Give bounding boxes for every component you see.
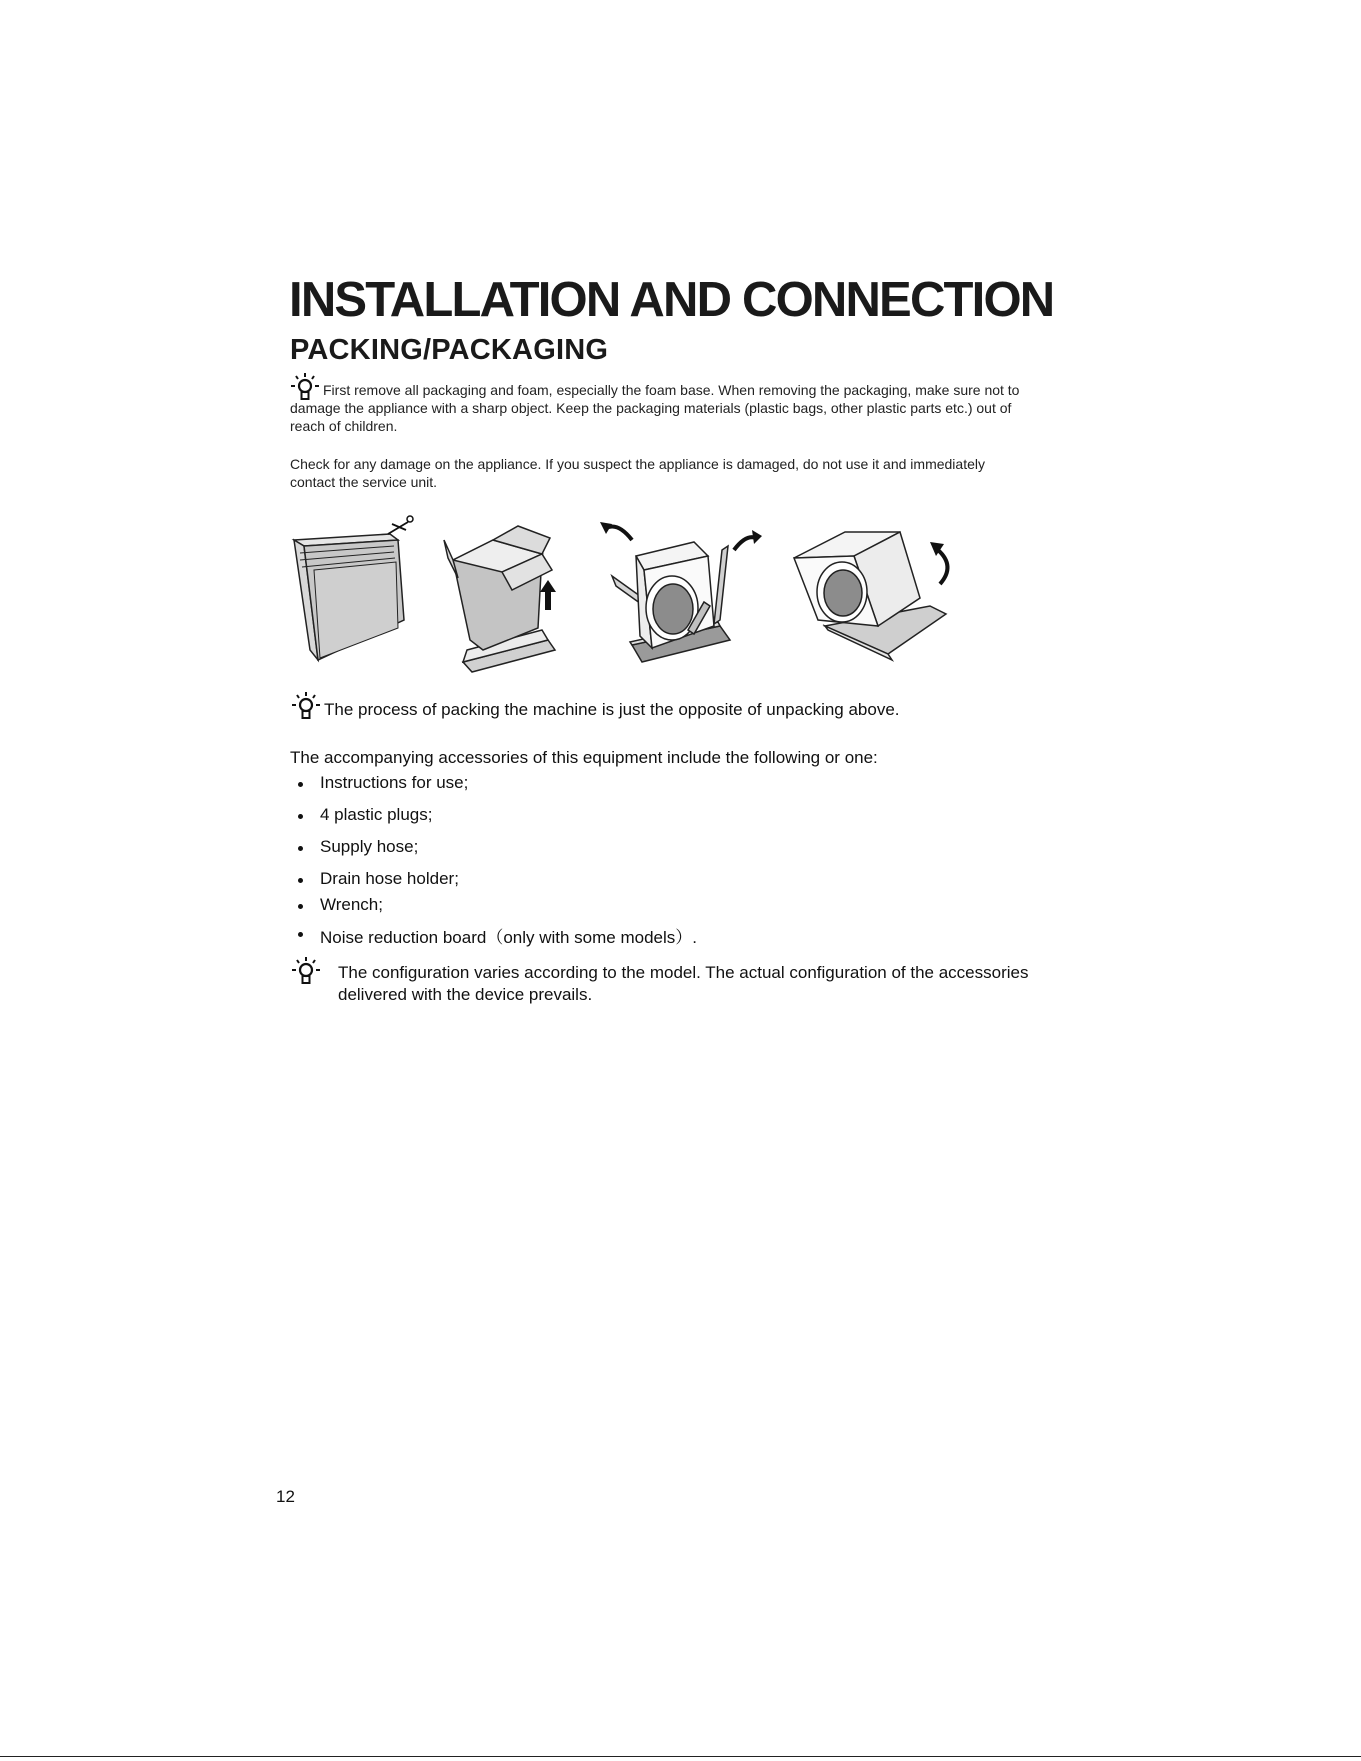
unpacking-illustrations: [280, 510, 1080, 690]
lightbulb-icon: [289, 955, 323, 989]
lightbulb-icon: [289, 690, 323, 724]
page-number: 12: [276, 1487, 295, 1506]
curved-arrow-icon: [930, 542, 948, 584]
bullet-dot: [298, 846, 303, 851]
bullet-dot: [298, 878, 303, 883]
bullet-dot: [298, 782, 303, 787]
packing-tip-text: The process of packing the machine is just the opposite of unpacking above.: [324, 700, 900, 719]
paragraph-1-text: First remove all packaging and foam, especially the foam base. When removing the packaging, make sure not to damage the appliance with a sharp object. Keep the packaging materials (plastic bags, other plastic parts etc.) out of reach of children.: [290, 382, 1020, 434]
arrow-up-icon: [540, 580, 556, 610]
machine-panels-removed-illustration: [612, 542, 730, 662]
machine-tilted-illustration: [794, 532, 946, 660]
bullet-dot: [298, 932, 303, 937]
bullet-dot: [298, 904, 303, 909]
packaging-removal-note: [290, 381, 1050, 435]
scissors-icon: [388, 516, 413, 534]
configuration-tip-text: The configuration varies according to the model. The actual configuration of the accessories delivered with the device prevails.: [338, 963, 1029, 1004]
sealed-box-illustration: [294, 534, 404, 660]
manual-page: INSTALLATION AND CONNECTION PACKING/PACKAGING First remove all packaging and foam, especially the foam base. When removing the packaging, make sure not to damage the appliance with a sharp object. Keep the packaging materials (plastic bags, other plastic parts etc.) out of reach of children. Check for any damage on the appliance. If you suspect the appliance is damaged, do not use it and immediately contact the service unit. The process of packing the machine is just the opposite of unpacking above. The accompanying accessories of this equipment include the following or one: Instructions for use; 4 plastic plugs; Supply hose; Drain hose holder; Wrench; Noise reduction board（only with some models）. The configuration varies according to the model. The actual configuration of the accessories delivered with the device prevails. 12: [0, 0, 1361, 1761]
bottom-rule: [0, 1756, 1361, 1757]
section-title: PACKING/PACKAGING: [290, 334, 609, 366]
damage-check-note: Check for any damage on the appliance. If you suspect the appliance is damaged, do not use it and immediately contact the service unit.: [290, 456, 985, 490]
open-box-illustration: [444, 526, 555, 672]
accessories-intro: The accompanying accessories of this equipment include the following or one:: [290, 748, 878, 767]
bullet-dot: [298, 814, 303, 819]
page-title: INSTALLATION AND CONNECTION: [289, 273, 1054, 327]
lightbulb-icon: [288, 371, 322, 405]
